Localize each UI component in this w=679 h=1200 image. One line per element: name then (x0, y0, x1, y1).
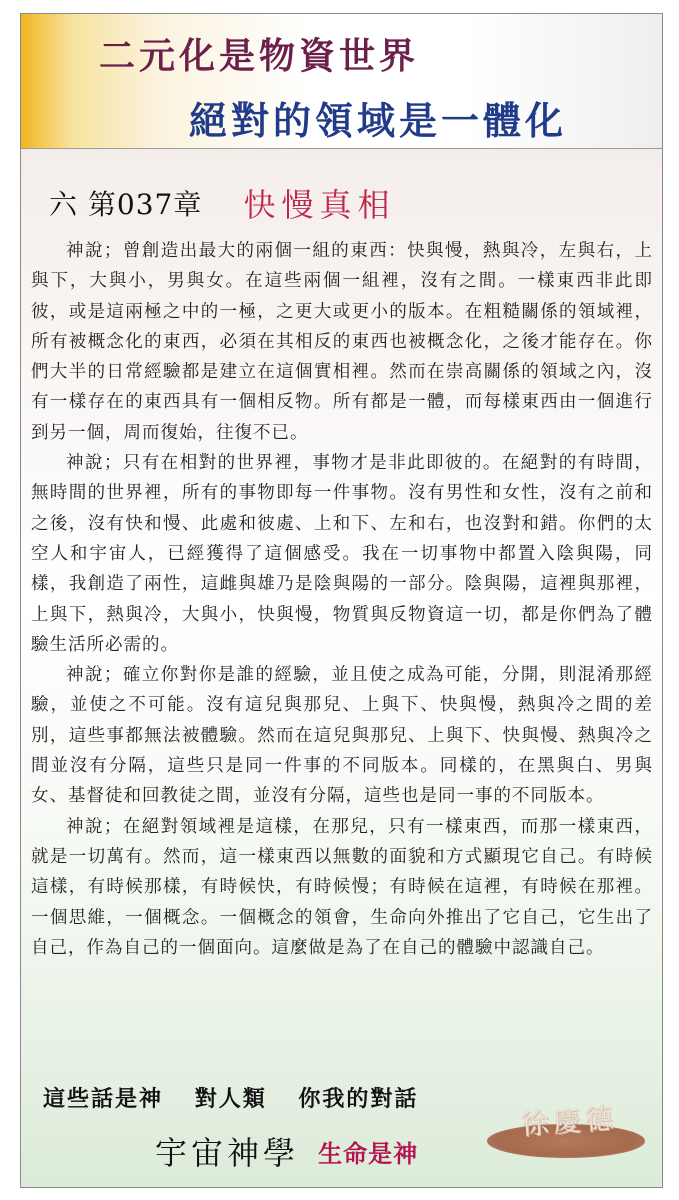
chapter-heading (49, 180, 395, 226)
paragraph: 神說；曾創造出最大的兩個一組的東西：快與慢，熱與冷，左與右，上與下，大與小，男與女。在這些兩個一組裡，沒有之間。一樣東西非此即彼，或是這兩極之中的一極，之更大或更小的版本。在粗糙關係的領域裡，所有被概念化的東西，必須在其相反的東西也被概念化，之後才能存在。你們大半的日常經驗都是建立在這個實相裡。然而在崇高關係的領域之內，沒有一樣存在的東西具有一個相反物。所有都是一體，而每樣東西由一個進行到另一個，周而復始，往復不已。 (31, 241, 653, 443)
article-body (31, 236, 653, 963)
paragraph: 神說；在絕對領域裡是這樣，在那兒，只有一樣東西，而那一樣東西，就是一切萬有。然而，這一樣東西以無數的面貌和方式顯現它自己。有時候這樣，有時候那樣，有時候快，有時候慢；有時候在這裡，有時候在那裡。一個思維，一個概念。一個概念的領會，生命向外推出了它自己，它生出了自己，作為自己的一個面向。這麼做是為了在自己的體驗中認識自己。 (31, 816, 653, 958)
footer-theology (155, 1128, 418, 1174)
footer-tagline-part: 你我的對話 (298, 1086, 419, 1112)
banner-title-line2: 絕對的領域是一體化 (189, 99, 568, 143)
paragraph: 神說；只有在相對的世界裡，事物才是非此即彼的。在絕對的有時間，無時間的世界裡，所有的事物即每一件事物。沒有男性和女性，沒有之前和之後，沒有快和慢、此處和彼處、上和下、左和右，也沒對和錯。你們的太空人和宇宙人，已經獲得了這個感受。我在一切事物中都置入陰與陽，同樣，我創造了兩性，這雌與雄乃是陰與陽的一部分。陰與陽，這裡與那裡，上與下，熱與冷，大與小，快與慢，物質與反物資這一切，都是你們為了體驗生活所必需的。 (31, 453, 653, 655)
author-signature: 徐慶德 (520, 1101, 619, 1142)
paragraph: 神說；確立你對你是誰的經驗，並且使之成為可能，分開，則混淆那經驗，並使之不可能。沒有這兒與那兒、上與下、快與慢，熱與冷之間的差別，這些事都無法被體驗。然而在這兒與那兒、上與下、快與慢、熱與冷之間並沒有分隔，這些只是同一件事的不同版本。同樣的，在黑與白、男與女、基督徒和回教徒之間，並沒有分隔，這些也是同一事的不同版本。 (31, 665, 653, 807)
chapter-title: 快慢真相 (243, 186, 396, 224)
chapter-number: 六 第037章 (49, 188, 203, 221)
theology-label: 宇宙神學 (155, 1134, 300, 1172)
footer-tagline-part: 這些話是神 (43, 1086, 164, 1112)
footer-tagline (43, 1082, 440, 1113)
article-frame (20, 13, 663, 1188)
life-is-god-label: 生命是神 (318, 1138, 419, 1168)
footer-tagline-part: 對人類 (194, 1086, 267, 1112)
banner-title-line1: 二元化是物資世界 (99, 35, 420, 77)
title-banner (21, 14, 662, 149)
